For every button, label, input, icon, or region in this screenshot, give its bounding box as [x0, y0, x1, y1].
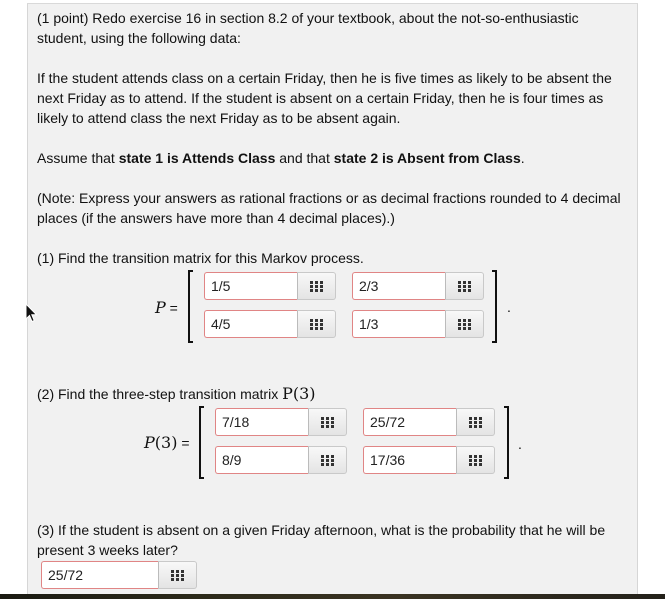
- part2-matrix-button-1-2[interactable]: [456, 408, 495, 436]
- grid-icon: [310, 281, 323, 292]
- part2-matrix-button-1-1[interactable]: [308, 408, 347, 436]
- grid-icon: [321, 417, 334, 428]
- problem-scenario: If the student attends class on a certain Friday, then he is five times as likely to be absent the next Friday as to attend. If the student is absent on a certain Friday, then he is four times as likely to attend class the next Friday as to be absent again.: [37, 70, 612, 126]
- part3-question: (3) If the student is absent on a given Friday afternoon, what is the probability that he will be present 3 weeks later?: [37, 522, 606, 558]
- part2-input-2-2[interactable]: [363, 446, 456, 474]
- problem-assumption: [37, 148, 632, 168]
- part1-cell-1-1: [204, 272, 336, 300]
- assumption-middle: and that: [275, 150, 334, 166]
- part2-trailing-period: .: [518, 436, 522, 452]
- part2-label-var: P: [144, 433, 155, 452]
- part2-label-eq: =: [177, 435, 190, 451]
- part1-input-2-1[interactable]: [204, 310, 297, 338]
- part2-input-1-1[interactable]: [215, 408, 308, 436]
- part2-label-arg: (3): [154, 433, 178, 452]
- part2-right-bracket: [504, 406, 509, 479]
- mouse-pointer-icon: [25, 303, 38, 323]
- part1-matrix-button-2-1[interactable]: [297, 310, 336, 338]
- assumption-suffix: .: [520, 150, 525, 166]
- part1-label-var: P: [155, 298, 166, 317]
- part1-right-bracket: [492, 270, 497, 343]
- state-1-definition: state 1 is Attends Class: [118, 150, 276, 166]
- part2-matrix-button-2-2[interactable]: [456, 446, 495, 474]
- part1-matrix-button-1-1[interactable]: [297, 272, 336, 300]
- part1-cell-2-2: [352, 310, 484, 338]
- part2-input-2-1[interactable]: [215, 446, 308, 474]
- part2-question-math: P(3): [282, 384, 316, 403]
- part1-left-bracket: [188, 270, 193, 343]
- part3-answer-input[interactable]: [41, 561, 158, 589]
- part3-matrix-button[interactable]: [158, 561, 197, 589]
- grid-icon: [458, 281, 471, 292]
- problem-intro: (1 point) Redo exercise 16 in section 8.2 of your textbook, about the not-so-enthusiastic student, using the following data:: [37, 10, 579, 46]
- part1-matrix-button-2-2[interactable]: [445, 310, 484, 338]
- part1-trailing-period: .: [507, 299, 511, 315]
- state-2-definition: state 2 is Absent from Class: [333, 150, 521, 166]
- part1-cell-2-1: [204, 310, 336, 338]
- problem-note: (Note: Express your answers as rational fractions or as decimal fractions rounded to 4 decimal places (if the answers have more than 4 decimal places).): [37, 190, 621, 226]
- part2-matrix-button-2-1[interactable]: [308, 446, 347, 474]
- part1-cell-1-2: [352, 272, 484, 300]
- part1-matrix-button-1-2[interactable]: [445, 272, 484, 300]
- part1-input-1-1[interactable]: [204, 272, 297, 300]
- grid-icon: [469, 455, 482, 466]
- part2-cell-1-2: [363, 408, 495, 436]
- assumption-prefix: Assume that: [37, 150, 119, 166]
- part2-left-bracket: [199, 406, 204, 479]
- part2-input-1-2[interactable]: [363, 408, 456, 436]
- grid-icon: [321, 455, 334, 466]
- part2-matrix-label: [144, 433, 190, 453]
- grid-icon: [458, 319, 471, 330]
- grid-icon: [171, 570, 184, 581]
- part3-answer-field: [41, 561, 197, 589]
- part1-matrix-label: [155, 298, 178, 318]
- part2-question-text: (2) Find the three-step transition matrix: [37, 386, 283, 402]
- part2-cell-2-2: [363, 446, 495, 474]
- desktop-background-strip: [0, 594, 665, 599]
- part2-cell-1-1: [215, 408, 347, 436]
- part1-question: (1) Find the transition matrix for this Markov process.: [37, 250, 364, 266]
- part1-input-2-2[interactable]: [352, 310, 445, 338]
- part2-question: [37, 384, 632, 404]
- grid-icon: [310, 319, 323, 330]
- grid-icon: [469, 417, 482, 428]
- part1-label-eq: =: [165, 300, 178, 316]
- part2-cell-2-1: [215, 446, 347, 474]
- part1-input-1-2[interactable]: [352, 272, 445, 300]
